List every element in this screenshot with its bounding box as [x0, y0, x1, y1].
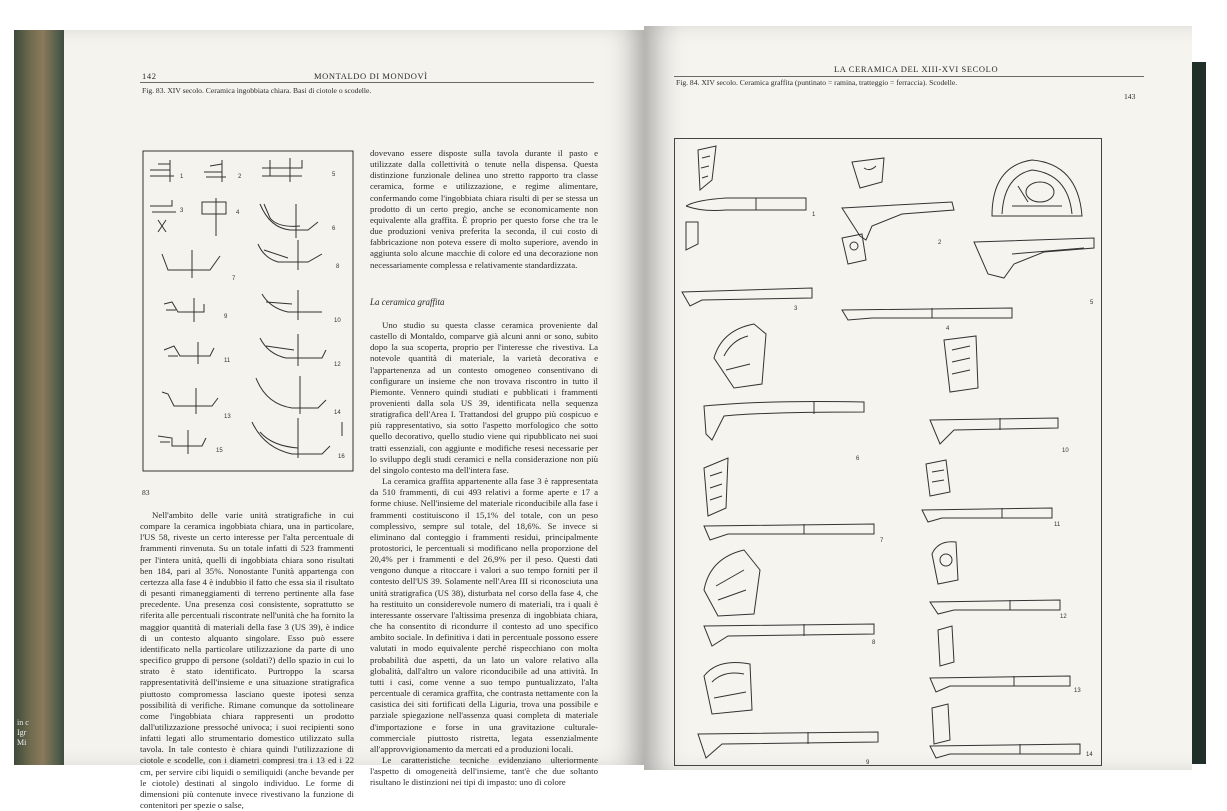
header-rule	[674, 76, 1144, 77]
pottery-drawings	[142, 150, 354, 472]
running-head: MONTALDO DI MONDOVÌ	[314, 71, 428, 81]
drawing-number: 2	[238, 174, 242, 180]
cover-text-line: in c	[17, 718, 29, 727]
page-number: 142	[142, 71, 157, 81]
paragraph: Nell'ambito delle varie unità stratigrafiche in cui compare la ceramica ingobbiata chiara, una in particolare, l'US 58, riveste un certo interesse per l'alta percentuale di frammenti rinvenuta. Su un totale infatti di 523 frammenti per l'intera unità, quelli di ingobbiata chiara sono risultati ben 184, pari al 35%. Nonostante l'unità appartenga con certezza alla fase 4 è indubbio il fatto che essa sia il risultato di pesanti rimaneggiamenti di terreno pertinente alla fase precedente. Una presenza così consistente, soprattutto se riferita alle percentuali riscontrate nell'unità che ha fornito la maggior quantità di materiali della fase 3 (US 39), è indice di un contesto alquanto singolare. Esso può essere identificato nella particolare utilizzazione da parte di uno specifico gruppo di persone (soldati?) dello spazio in cui lo strato è stato identificato. Purtroppo la scarsa rappresentatività dell'insieme e una situazione stratigrafica piuttosto compromessa lasciano queste ipotesi senza possibilità di verifiche. Rimane comunque da sottolineare come l'ingobbiata chiara rappresenti un prodotto dall'utilizzazione pressoché univoca; i suoi recipienti sono infatti legati allo strumentario domestico utilizzato sulla tavola. In tale contesto è chiara quindi l'utilizzazione di ciotole e scodelle, con i diametri compresi tra i 13 ed i 22 cm, per servire cibi liquidi o semiliquidi (anche bevande per le ciotole) destinati al singolo individuo. Le forme di dimensioni più contenute invece rivestivano la funzione di contenitori per spezie o salse,	[140, 510, 354, 811]
drawing-number: 6	[332, 226, 336, 232]
drawing-number: 12	[334, 362, 341, 368]
drawing-number: 2	[938, 240, 942, 246]
cover-text-line: Mi	[17, 738, 27, 747]
header-rule	[140, 82, 594, 83]
drawing-number: 1	[812, 212, 816, 218]
drawing-number: 9	[224, 314, 228, 320]
drawing-number: 10	[1062, 448, 1069, 454]
paragraph: Uno studio su questa classe ceramica proveniente dal castello di Montaldo, comparve già alcuni anni or sono, subito dopo la sua scoperta, proprio per l'interesse che rivestiva. La notevole quantità di materiale, la varietà decorativa e l'appartenenza ad un contesto omogeneo consentivano di configurare un insieme che non trovava riscontro in tutto il Piemonte. Vennero quindi studiati e pubblicati i frammenti provenienti dalla sola US 39, identificata nella sequenza stratigrafica dell'Area I. Trattandosi del gruppo più cospicuo e più rappresentativo, sia sotto l'aspetto morfologico che sotto quello decorativo, quello studio viene qui ripubblicato nei suoi tratti essenziali, con aggiunte e modifiche resesi necessarie per lo sviluppo degli studi ceramici e nella considerazione non più del singolo contesto ma dell'intera fase.	[370, 319, 598, 475]
plate-label: 83	[142, 488, 150, 497]
drawing-number: 14	[1086, 752, 1093, 758]
drawing-number: 5	[1090, 300, 1094, 306]
drawing-number: 4	[236, 210, 240, 216]
paragraph: Le caratteristiche tecniche evidenziano ulteriormente l'aspetto di omogeneità dell'insieme, tant'è che due soltanto risultano le distinzioni nei tipi di impasto: uno di colore	[370, 754, 598, 788]
drawing-number: 3	[180, 208, 184, 214]
figure-caption: Fig. 83. XIV secolo. Ceramica ingobbiata chiara. Basi di ciotole o scodelle.	[142, 86, 372, 95]
drawing-number: 3	[794, 306, 798, 312]
drawing-number: 7	[880, 538, 884, 544]
paragraph: La ceramica graffita appartenente alla fase 3 è rappresentata da 510 frammenti, di cui 493 relativi a forme aperte e 17 a forme chiuse. Nell'insieme del materiale riconducibile alla fase i frammenti costituiscono il 15,1% del totale, con un peso complessivo, sempre sul totale, del 18,6%. Se invece si eliminano dal conteggio i frammenti residui, principalmente protostorici, le percentuali si modificano nella proporzione del 20,4% per i frammenti e del 26,9% per il peso. Questi dati vengono dunque a ritoccare i valori a suo tempo forniti per il contesto dell'US 39. Solamente nell'Area III si riconosciuta una unità stratigrafica (US 38), disturbata nel corso della fase 4, che ha restituito un considerevole numero di materiali, tra i quali è interessante osservare l'altissima presenza di ingobbiata chiara, che ha consentito di ricondurre il contesto ad uno specifico ambito sociale. In definitiva i dati in percentuale possono essere valutati in modo equivalente perché rispecchiano con molta probabilità due aspetti, da un lato un valore relativo alla globalità, dall'altro un valore riconducibile ad una attività. In tutti i casi, come venne a suo tempo puntualizzato, l'alta percentuale di ceramica graffita, che contrasta nettamente con la casistica dei siti fortificati della Liguria, trova una possibile e parziale spiegazione nell'assenza quasi completa di materiale d'importazione e forse in una gravitazione culturale-commerciale piuttosto ristretta, legata essenzialmente all'approvvigionamento da mercati ed a produzioni locali.	[370, 476, 598, 754]
drawing-number: 7	[232, 276, 236, 282]
drawing-number: 1	[180, 174, 184, 180]
drawing-number: 8	[872, 640, 876, 646]
cover-text	[17, 718, 57, 748]
figure-plate-83	[142, 150, 354, 472]
drawing-number: 5	[332, 172, 336, 178]
text-column-1	[140, 510, 354, 811]
running-head: LA CERAMICA DEL XIII-XVI SECOLO	[834, 64, 999, 74]
paragraph: dovevano essere disposte sulla tavola durante il pasto e utilizzate dalla collettività o tenute nella dispensa. Questa distinzione funzionale delinea uno stretto rapporto tra classe ceramica, forme e utilizzazione, e regime alimentare, confermando come l'ingobbiata chiara risulti di per se stessa un prodotto di un certo pregio, anche se economicamente non equivalente alla graffita. È proprio per questo forse che tra le due produzioni veniva preferita la seconda, il cui costo di fabbricazione non poteva essere di molto superiore, avendo in aggiunta solo alcune macchie di colore ed una decorazione non necessariamente complessa e relativamente standardizzata.	[370, 148, 598, 270]
drawing-number: 11	[1054, 522, 1061, 528]
drawing-number: 13	[224, 414, 231, 420]
figure-caption: Fig. 84. XIV secolo. Ceramica graffita (puntinato = ramina, tratteggio = ferraccia). Scodelle.	[676, 78, 958, 87]
drawing-number: 14	[334, 410, 341, 416]
right-page	[644, 26, 1192, 770]
left-page	[64, 30, 644, 811]
drawing-number: 12	[1060, 614, 1067, 620]
pottery-drawings	[674, 138, 1102, 766]
drawing-number: 15	[216, 448, 223, 454]
drawing-number: 11	[224, 358, 231, 364]
drawing-number: 6	[856, 456, 860, 462]
figure-plate-84	[674, 138, 1102, 766]
drawing-number: 16	[338, 454, 345, 460]
cover-text-line: Igr	[17, 728, 27, 737]
page-number: 143	[1124, 92, 1136, 101]
drawing-number: 9	[866, 760, 870, 766]
section-title: La ceramica graffita	[370, 296, 445, 307]
drawing-number: 4	[946, 326, 950, 332]
drawing-number: 13	[1074, 688, 1081, 694]
text-column-2	[370, 148, 598, 788]
drawing-number: 8	[336, 264, 340, 270]
drawing-number: 10	[334, 318, 341, 324]
